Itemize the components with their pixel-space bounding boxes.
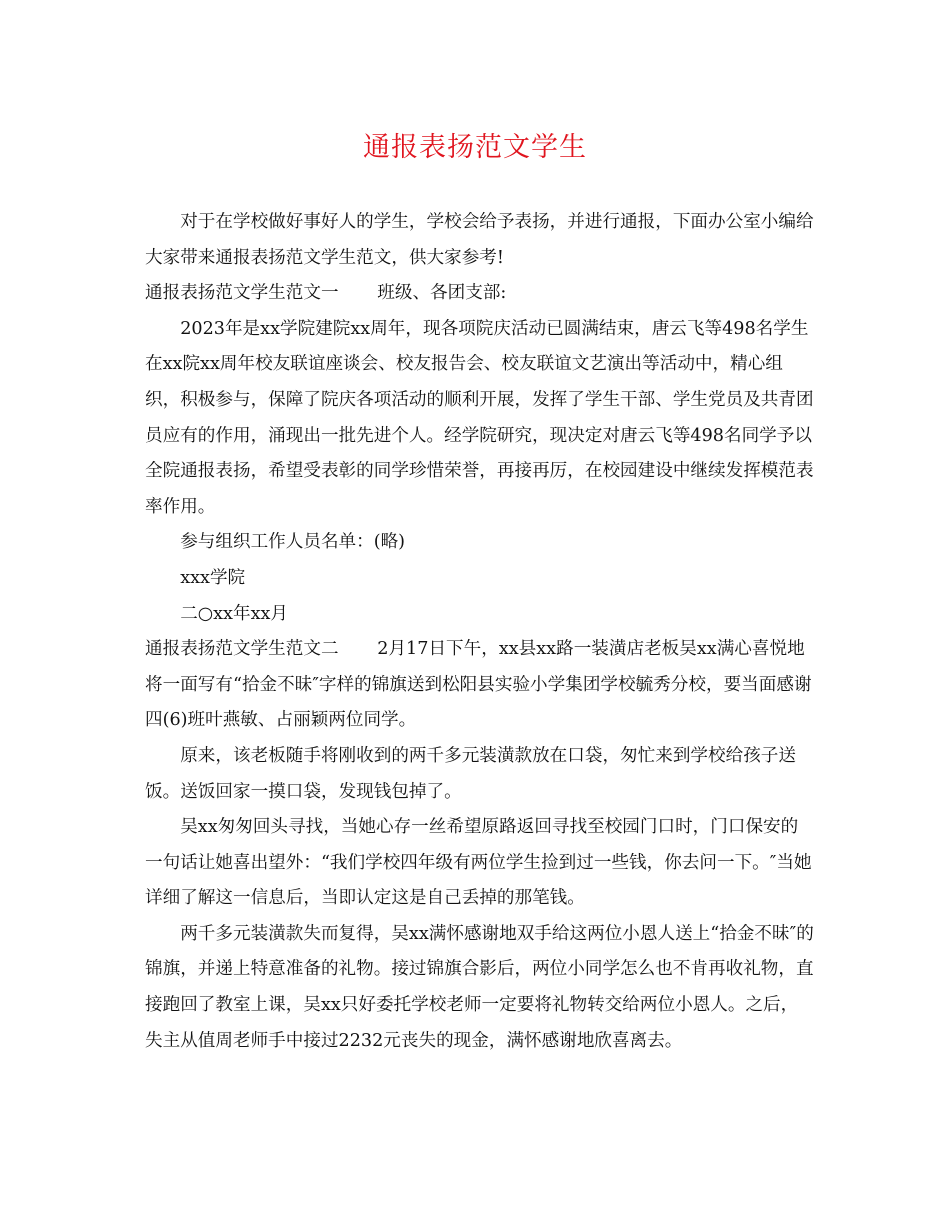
sample1-heading-line (145, 276, 815, 312)
sample2-heading: 通报表扬范文学生范文二 (145, 639, 339, 660)
intro-paragraph: 对于在学校做好事好人的学生，学校会给予表扬，并进行通报，下面办公室小编给大家带来通报表扬范文学生范文，供大家参考! (145, 212, 814, 268)
document-body (145, 205, 815, 1059)
sample2-paragraph-2: 吴xx匆匆回头寻找，当她心存一丝希望原路返回寻找至校园门口时，门口保安的一句话让她喜出望外：“我们学校四年级有两位学生捡到过一些钱，你去问一下。″当她详细了解这一信息后，当即认定这是自己丢掉的那笔钱。 (145, 817, 812, 909)
sample2-paragraph-1: 原来，该老板随手将刚收到的两千多元装潢款放在口袋，匆忙来到学校给孩子送饭。送饭回家一摸口袋，发现钱包掉了。 (145, 745, 796, 802)
sample1-paragraph: 2023年是xx学院建院xx周年，现各项院庆活动已圆满结束，唐云飞等498名学生在xx院xx周年校友联谊座谈会、校友报告会、校友联谊文艺演出等活动中，精心组织，积极参与，保障了院庆各项活动的顺利开展，发挥了学生干部、学生党员及共青团员应有的作用，涌现出一批先进个人。经学院研究，现决定对唐云飞等498名同学予以全院通报表扬，希望受表彰的同学珍惜荣誉，再接再厉，在校园建设中继续发挥模范表率作用。 (145, 318, 814, 517)
document-title: 通报表扬范文学生 (363, 132, 587, 163)
sample2-paragraph-3: 两千多元装潢款失而复得，吴xx满怀感谢地双手给这两位小恩人送上“拾金不昧″的锦旗，并递上特意准备的礼物。接过锦旗合影后，两位小同学怎么也不肯再收礼物，直接跑回了教室上课，吴xx只好委托学校老师一定要将礼物转交给两位小恩人。之后，失主从值周老师手中接过2232元丧失的现金，满怀感谢地欣喜离去。 (145, 923, 814, 1051)
sample2-lead-paragraph (145, 632, 815, 739)
sample1-signature-org: xxx学院 (180, 567, 246, 588)
sample1-recipient: 班级、各团支部: (377, 283, 507, 304)
sample1-signature-date: 二○xx年xx月 (180, 603, 289, 624)
sample2-lead: 2月17日下午，xx县xx路一装潢店老板吴xx满心喜悦地将一面写有“拾金不昧″字样的锦旗送到松阳县实验小学集团学校毓秀分校，要当面感谢四(6)班叶燕敏、占丽颖两位同学。 (145, 639, 812, 731)
sample1-staff-list: 参与组织工作人员名单：(略) (180, 532, 406, 553)
sample1-heading: 通报表扬范文学生范文一 (145, 283, 339, 304)
